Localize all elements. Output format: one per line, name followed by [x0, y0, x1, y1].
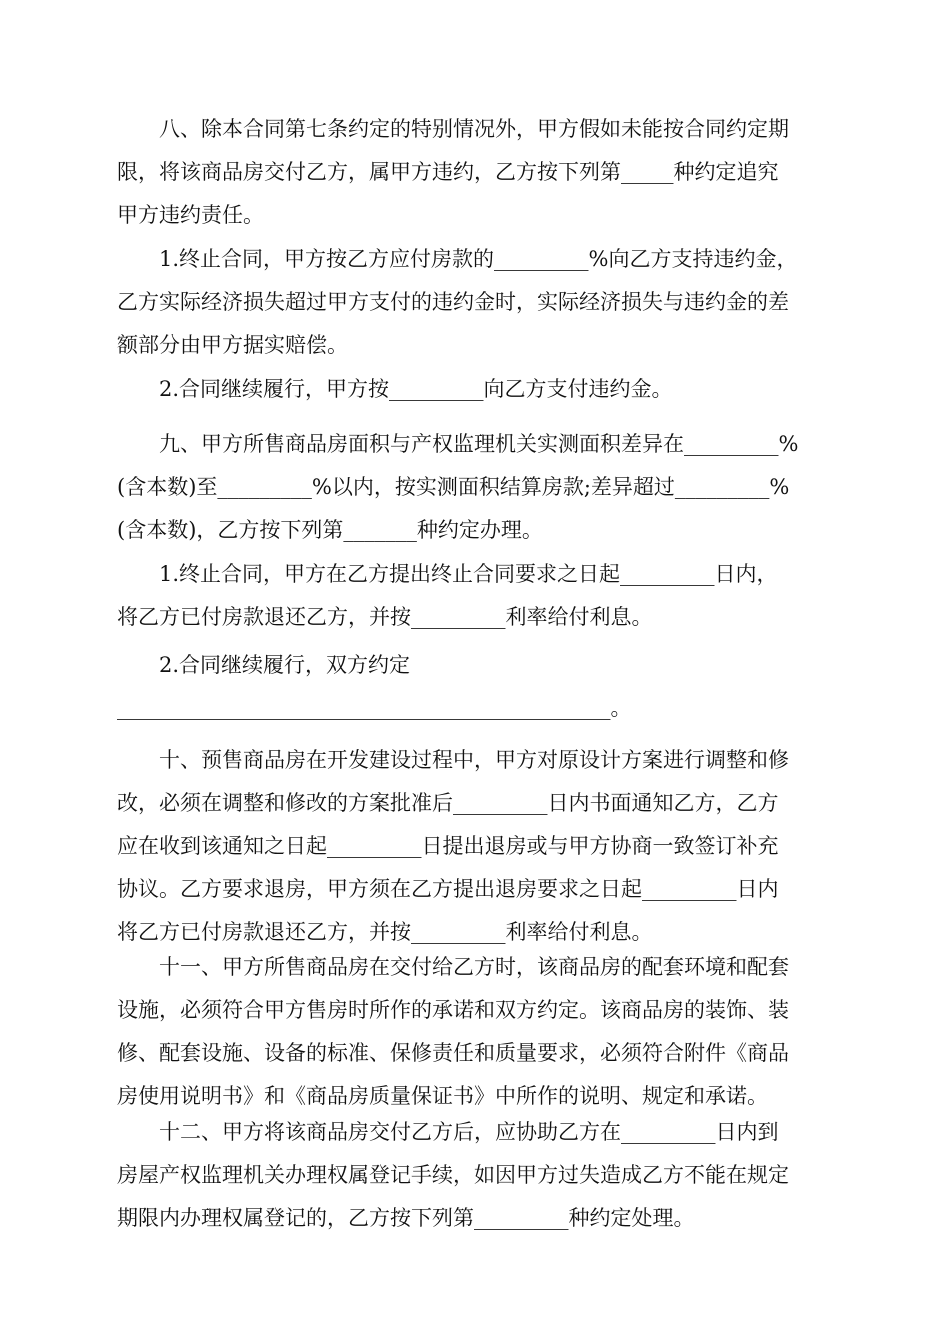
- clause-11-line-3: 修、配套设施、设备的标准、保修责任和质量要求，必须符合附件《商品: [117, 1041, 789, 1065]
- clause-9-option-2-line-1: 2.合同继续履行，双方约定: [159, 653, 411, 677]
- clause-10-line-5: 将乙方已付房款退还乙方，并按_________利率给付利息。: [117, 920, 653, 944]
- clause-8-option-1-line-2: 乙方实际经济损失超过甲方支付的违约金时，实际经济损失与违约金的差: [117, 290, 789, 314]
- clause-8-option-1-line-3: 额部分由甲方据实赔偿。: [117, 333, 348, 357]
- clause-10-line-2: 改，必须在调整和修改的方案批准后_________日内书面通知乙方，乙方: [117, 791, 779, 815]
- clause-11: [117, 946, 833, 1118]
- clause-8: [117, 108, 833, 237]
- clause-8-line-2: 限，将该商品房交付乙方，属甲方违约，乙方按下列第_____种约定追究: [117, 160, 779, 184]
- clause-9-line-3: (含本数)，乙方按下列第_______种约定办理。: [117, 518, 543, 542]
- clause-11-line-2: 设施，必须符合甲方售房时所作的承诺和双方约定。该商品房的装饰、装: [117, 998, 789, 1022]
- clause-11-line-4: 房使用说明书》和《商品房质量保证书》中所作的说明、规定和承诺。: [117, 1084, 768, 1108]
- clause-9-option-1-line-2: 将乙方已付房款退还乙方，并按_________利率给付利息。: [117, 605, 653, 629]
- clause-8-line-1: 八、除本合同第七条约定的特别情况外，甲方假如未能按合同约定期: [159, 117, 789, 141]
- clause-9: [117, 423, 833, 552]
- clause-12: [117, 1111, 833, 1240]
- clause-12-line-2: 房屋产权监理机关办理权属登记手续，如因甲方过失造成乙方不能在规定: [117, 1163, 789, 1187]
- clause-11-line-1: 十一、甲方所售商品房在交付给乙方时，该商品房的配套环境和配套: [159, 955, 789, 979]
- clause-9-option-2: [117, 644, 833, 730]
- clause-9-line-2: (含本数)至_________%以内，按实测面积结算房款;差异超过_________%: [117, 475, 790, 499]
- clause-10: [117, 739, 833, 954]
- clause-12-line-3: 期限内办理权属登记的，乙方按下列第_________种约定处理。: [117, 1206, 695, 1230]
- clause-9-option-1-line-1: 1.终止合同，甲方在乙方提出终止合同要求之日起_________日内，: [159, 562, 778, 586]
- clause-8-option-1: [117, 238, 833, 367]
- clause-8-option-2-line-1: 2.合同继续履行，甲方按_________向乙方支付违约金。: [159, 377, 673, 401]
- clause-10-line-1: 十、预售商品房在开发建设过程中，甲方对原设计方案进行调整和修: [159, 748, 789, 772]
- clause-9-option-2-line-2: _______________________________________________。: [117, 696, 632, 720]
- clause-8-line-3: 甲方违约责任。: [117, 203, 264, 227]
- clause-12-line-1: 十二、甲方将该商品房交付乙方后，应协助乙方在_________日内到: [159, 1120, 779, 1144]
- clause-9-option-1: [117, 553, 833, 639]
- clause-8-option-2: [117, 368, 833, 411]
- clause-8-option-1-line-1: 1.终止合同，甲方按乙方应付房款的_________%向乙方支持违约金，: [159, 247, 798, 271]
- clause-10-line-3: 应在收到该通知之日起_________日提出退房或与甲方协商一致签订补充: [117, 834, 779, 858]
- clause-9-line-1: 九、甲方所售商品房面积与产权监理机关实测面积差异在_________%: [159, 432, 799, 456]
- clause-10-line-4: 协议。乙方要求退房，甲方须在乙方提出退房要求之日起_________日内: [117, 877, 779, 901]
